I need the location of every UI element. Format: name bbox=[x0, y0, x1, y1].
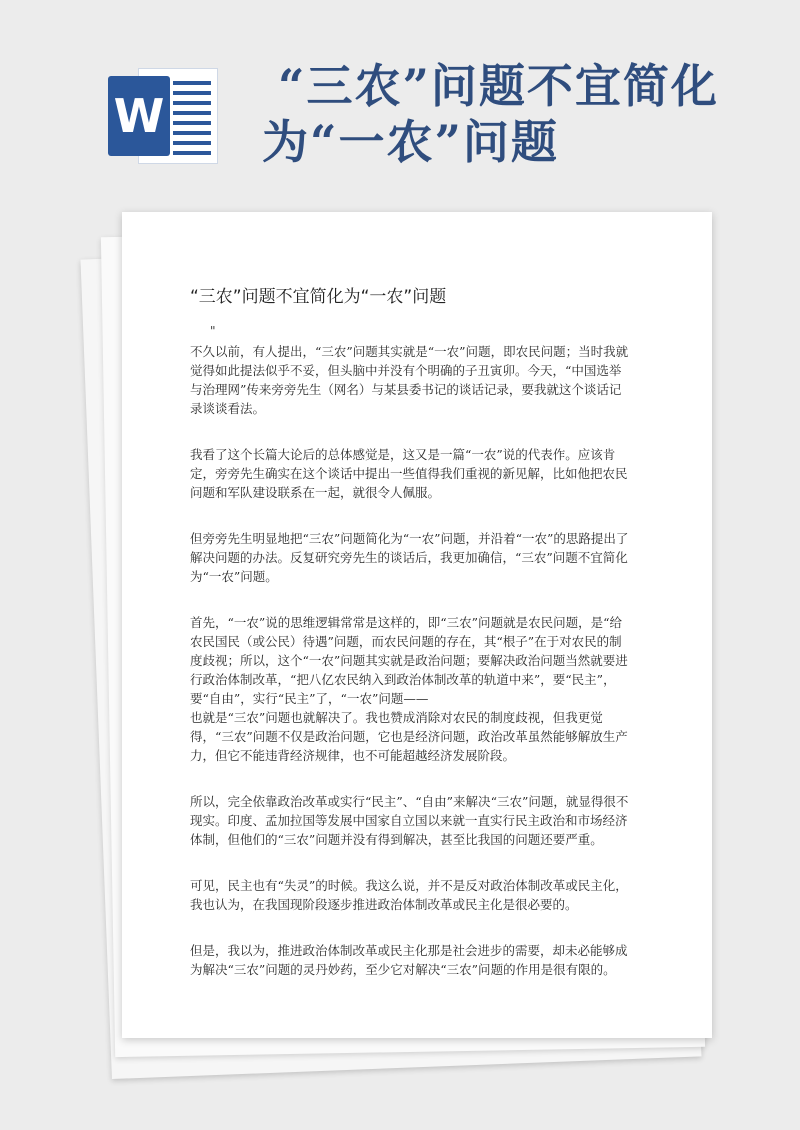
title-line-2: 为“一农”问题 bbox=[262, 115, 559, 169]
paragraph: 但旁旁先生明显地把“三农”问题简化为“一农”问题，并沿着“一农”的思路提出了解决问题的办法。反复研究旁先生的谈话后，我更加确信，“三农”问题不宜简化为“一农”问题。 bbox=[190, 531, 629, 584]
paragraph: 不久以前，有人提出，“三农”问题其实就是“一农”问题，即农民问题；当时我就觉得如此提法似乎不妥，但头脑中并没有个明确的子丑寅卯。今天，“中国选举与治理网”传来旁旁先生（网名）与某县委书记的谈话记录，要我就这个谈话记录谈谈看法。 bbox=[190, 344, 629, 416]
paragraph: 也就是“三农”问题也就解决了。我也赞成消除对农民的制度歧视，但我更觉得，“三农”问题不仅是政治问题，它也是经济问题，政治改革虽然能够解放生产力，但它不能违背经济规律，也不可能超越经济发展阶段。 bbox=[190, 710, 628, 763]
word-w-badge: W bbox=[108, 76, 170, 156]
paragraph: 可见，民主也有“失灵”的时候。我这么说，并不是反对政治体制改革或民主化，我也认为，在我国现阶段逐步推进政治体制改革或民主化是很必要的。 bbox=[190, 878, 628, 912]
document-page bbox=[122, 212, 712, 1038]
document-title: “三农”问题不宜简化为“一农”问题 bbox=[190, 287, 447, 307]
paragraph: 我看了这个长篇大论后的总体感觉是，这又是一篇“一农”说的代表作。应该肯定，旁旁先生确实在这个谈话中提出一些值得我们重视的新见解，比如他把农民问题和军队建设联系在一起，就很令人佩服。 bbox=[190, 447, 628, 500]
paragraph: 所以，完全依靠政治改革或实行“民主”、“自由”来解决“三农”问题，就显得很不现实。印度、孟加拉国等发展中国家自立国以来就一直实行民主政治和市场经济体制，但他们的“三农”问题并没有得到解决，甚至比我国的问题还要严重。 bbox=[190, 794, 629, 847]
stray-mark: " bbox=[210, 324, 216, 338]
page-title bbox=[262, 58, 782, 170]
document-body bbox=[190, 342, 630, 1006]
paragraph: 但是，我以为，推进政治体制改革或民主化那是社会进步的需要，却未必能够成为解决“三农”问题的灵丹妙药，至少它对解决“三农”问题的作用是很有限的。 bbox=[190, 943, 628, 977]
word-doc-icon bbox=[108, 68, 218, 164]
header-banner bbox=[0, 0, 800, 200]
title-line-1: “三农”问题不宜简化 bbox=[278, 59, 719, 113]
paragraph: 首先，“一农”说的思维逻辑常常是这样的，即“三农”问题就是农民问题，是“给农民国民（或公民）待遇”问题，而农民问题的存在，其“根子”在于对农民的制度歧视；所以，这个“一农”问题其实就是政治问题；要解决政治问题当然就要进行政治体制改革，“把八亿农民纳入到政治体制改革的轨道中来”，要“民主”，要“自由”，实行“民主”了，“一农”问题—— bbox=[190, 615, 628, 706]
